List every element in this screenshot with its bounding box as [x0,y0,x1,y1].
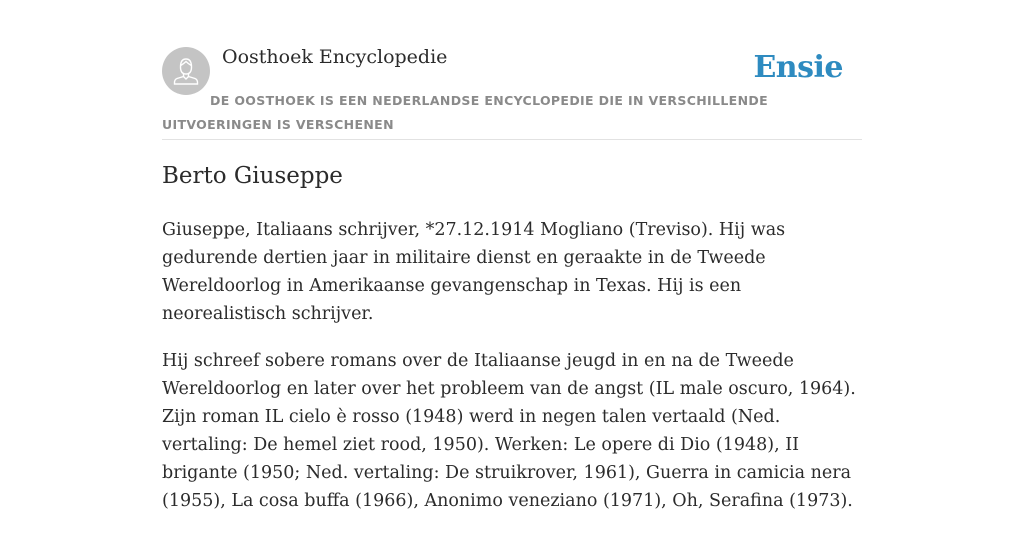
user-placeholder-icon[interactable] [162,47,210,95]
brand-logo[interactable]: Ensie [753,50,843,85]
article-title: Berto Giuseppe [162,163,343,189]
page [162,0,862,511]
site-tagline: DE OOSTHOEK IS EEN NEDERLANDSE ENCYCLOPEDIE DIE IN VERSCHILLENDE UITVOERINGEN IS VERSCHENEN [162,93,768,132]
site-name[interactable]: Oosthoek Encyclopedie [222,46,448,68]
article-body [162,216,866,534]
article-paragraph: Hij schreef sobere romans over de Italiaanse jeugd in en na de Tweede Wereldoorlog en later over het probleem van de angst (IL male oscuro, 1964). Zijn roman IL cielo è rosso (1948) werd in negen talen vertaald (Ned. vertaling: De hemel ziet rood, 1950). Werken: Le opere di Dio (1948), II brigante (1950; Ned. vertaling: De struikrover, 1961), Guerra in camicia nera (1955), La cosa buffa (1966), Anonimo veneziano (1971), Oh, Serafina (1973). [162,351,856,511]
header [162,0,862,140]
article-paragraph: Giuseppe, Italiaans schrijver, *27.12.1914 Mogliano (Treviso). Hij was gedurende dertien jaar in militaire dienst en geraakte in de Tweede Wereldoorlog in Amerikaanse gevangenschap in Texas. Hij is een neorealistisch schrijver. [162,220,786,324]
